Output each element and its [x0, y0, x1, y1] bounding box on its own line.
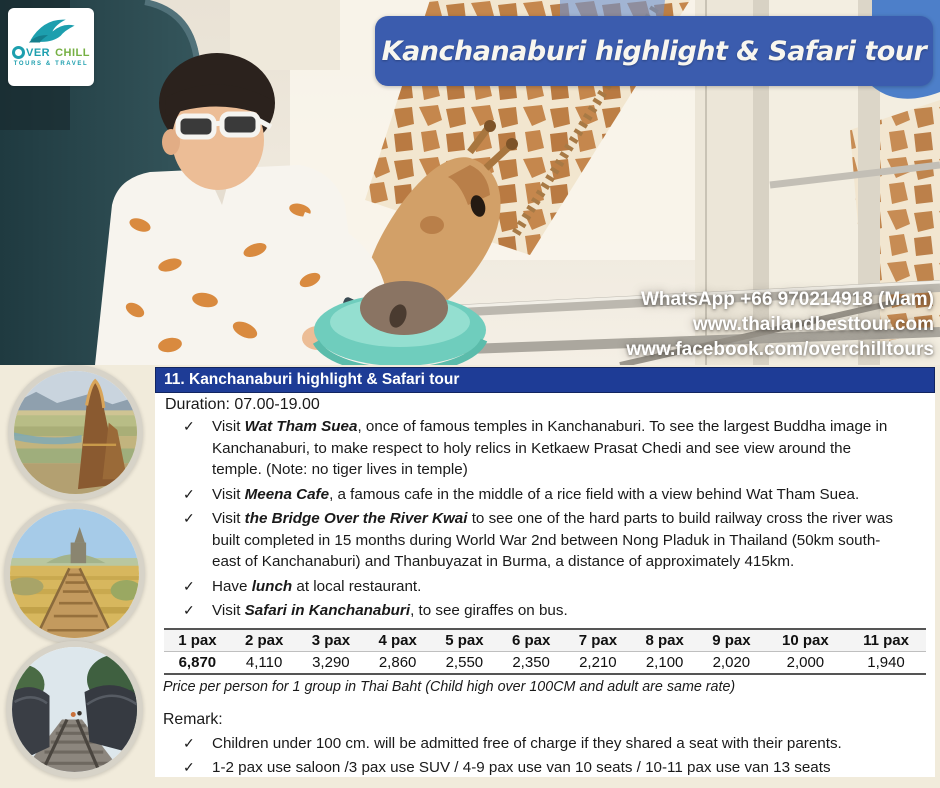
contact-facebook: www.facebook.com/overchilltours: [626, 339, 934, 360]
remark-label: Remark:: [163, 710, 223, 728]
price-value-cell: 2,860: [364, 651, 431, 674]
price-header-cell: 5 pax: [431, 629, 498, 652]
check-icon: ✓: [183, 418, 195, 434]
logo-word2: CHILL: [55, 46, 90, 59]
price-value-cell: 2,550: [431, 651, 498, 674]
price-value-cell: 2,000: [765, 651, 846, 674]
price-header-cell: 9 pax: [698, 629, 765, 652]
price-note: Price per person for 1 group in Thai Baht (Child high over 100CM and adult are same rate): [163, 678, 736, 695]
price-table-value-row: [164, 651, 926, 674]
price-table: [164, 628, 926, 675]
price-header-cell: 8 pax: [631, 629, 698, 652]
temple-aerial-illustration: [14, 371, 137, 494]
price-value-cell: 1,940: [846, 651, 926, 674]
price-header-cell: 7 pax: [565, 629, 632, 652]
check-icon: ✓: [183, 485, 195, 502]
itinerary-item: ✓ Visit Safari in Kanchanaburi, to see giraffes on bus.: [183, 600, 903, 622]
section-header: 11. Kanchanaburi highlight & Safari tour: [155, 367, 935, 393]
itinerary-item: ✓ Visit Meena Cafe, a famous cafe in the middle of a rice field with a view behind Wat Tham Suea.: [183, 484, 903, 506]
bridge-illustration: [12, 647, 137, 772]
price-value-cell: 2,350: [498, 651, 565, 674]
price-header-cell: 4 pax: [364, 629, 431, 652]
itinerary-list: [183, 416, 903, 622]
price-value-cell: 2,100: [631, 651, 698, 674]
check-icon: ✓: [183, 734, 195, 751]
check-icon: ✓: [183, 759, 195, 775]
price-header-cell: 3 pax: [298, 629, 365, 652]
price-header-cell: 10 pax: [765, 629, 846, 652]
circle-photo-temple-aerial: [8, 365, 143, 500]
circle-photo-bridge: [6, 641, 143, 778]
tour-title: Kanchanaburi highlight & Safari tour: [381, 35, 927, 67]
walkway-illustration: [10, 509, 139, 638]
price-value-cell: 2,020: [698, 651, 765, 674]
price-header-cell: 6 pax: [498, 629, 565, 652]
logo-word1: VER: [25, 46, 51, 59]
itinerary-item: ✓ Visit the Bridge Over the River Kwai to see one of the hard parts to build railway cross the river was built completed in 15 months during World War 2nd between Nong Pladuk in Thailand (50km south-east of Kanchanaburi) and Thanbuyazat in Burma, a distance of approximately 415km.: [183, 508, 903, 573]
price-value-cell: 2,210: [565, 651, 632, 674]
check-icon: ✓: [183, 602, 195, 618]
price-table-header-row: [164, 629, 926, 652]
logo-o-ring: [12, 46, 25, 59]
price-value-cell: 3,290: [298, 651, 365, 674]
price-header-cell: 2 pax: [231, 629, 298, 652]
check-icon: ✓: [183, 577, 195, 594]
price-value-cell: 4,110: [231, 651, 298, 674]
logo-wordmark: [12, 46, 90, 59]
itinerary-item: ✓ Visit Wat Tham Suea, once of famous temples in Kanchanaburi. To see the largest Buddha image in Kanchanaburi, to make respect to holy relics in Ketkaew Prasat Chedi and see view around the temple. (Note: no tiger lives in temple): [183, 416, 903, 481]
price-header-cell: 1 pax: [164, 629, 231, 652]
circle-photo-walkway: [4, 503, 145, 644]
title-banner: [375, 16, 933, 86]
contact-website: www.thailandbesttour.com: [692, 314, 934, 335]
wing-icon: [23, 12, 79, 48]
price-value-cell: 6,870: [164, 651, 231, 674]
logo-card: [8, 8, 94, 86]
remark-item: ✓ Children under 100 cm. will be admitted free of charge if they shared a seat with their parents.: [183, 733, 903, 755]
remark-list: [183, 733, 903, 779]
duration-text: Duration: 07.00-19.00: [165, 396, 320, 413]
logo-tagline: TOURS & TRAVEL: [13, 61, 89, 67]
contact-block: [626, 287, 934, 362]
remark-item: ✓ 1-2 pax use saloon /3 pax use SUV / 4-9 pax use van 10 seats / 10-11 pax use van 13 seats: [183, 757, 903, 779]
itinerary-item: ✓ Have lunch at local restaurant.: [183, 576, 903, 598]
contact-whatsapp: WhatsApp +66 970214918 (Mam): [640, 289, 934, 310]
check-icon: ✓: [183, 510, 195, 526]
tour-details-panel: [155, 367, 935, 777]
price-header-cell: 11 pax: [846, 629, 926, 652]
